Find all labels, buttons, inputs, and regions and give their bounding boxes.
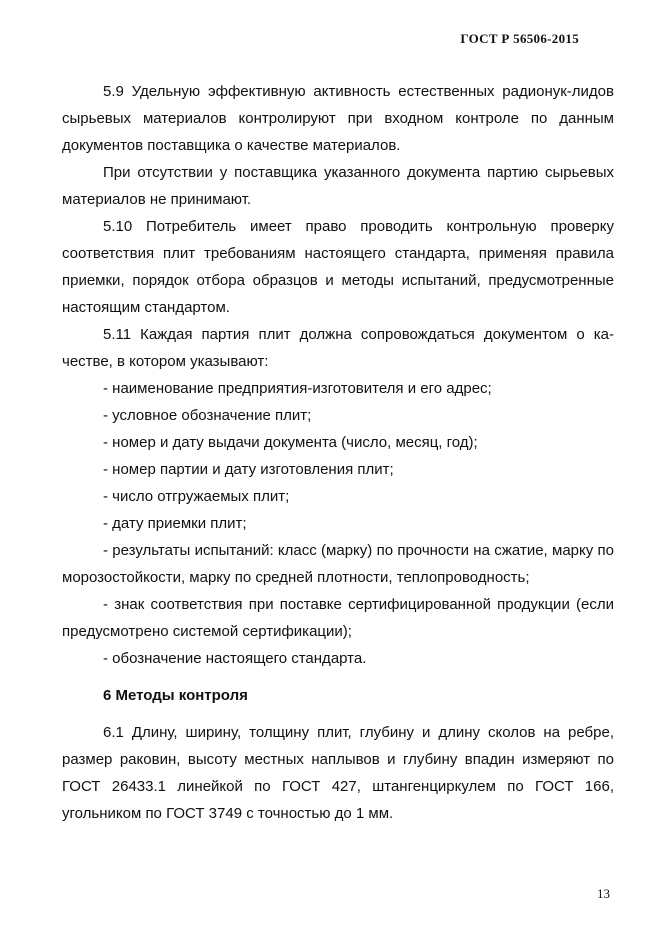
list-item: - номер партии и дату изготовления плит; — [103, 461, 394, 478]
list-item: - число отгружаемых плит; — [103, 488, 290, 505]
list-item: - знак соответствия при поставке сертифицированной продукции (если предусмотрено системой сертификации); — [62, 596, 614, 640]
page-number: 13 — [597, 886, 610, 901]
document-code-header: ГОСТ Р 56506-2015 — [460, 31, 579, 46]
paragraph-5-11: 5.11 Каждая партия плит должна сопровождаться документом о ка-честве, в котором указывают: — [62, 326, 614, 370]
paragraph-5-10: 5.10 Потребитель имеет право проводить контрольную проверку соответствия плит требованиям настоящего стандарта, применяя правила приемки, порядок отбора образцов и методы испытаний, предусмотренные настоящим стандартом. — [62, 218, 614, 316]
section-title: 6 Методы контроля — [103, 687, 248, 704]
list-item: - номер и дату выдачи документа (число, месяц, год); — [103, 434, 478, 451]
list-item: - наименование предприятия-изготовителя и его адрес; — [103, 380, 492, 397]
list-item: - обозначение настоящего стандарта. — [103, 650, 367, 667]
paragraph-5-9: 5.9 Удельную эффективную активность естественных радионук-лидов сырьевых материалов контролируют при входном контроле по данным документов поставщика о качестве материалов. — [62, 83, 614, 154]
paragraph-6-1: 6.1 Длину, ширину, толщину плит, глубину и длину сколов на ребре, размер раковин, высоту местных наплывов и глубину впадин измеряют по ГОСТ 26433.1 линейкой по ГОСТ 427, штангенциркулем по ГОСТ 166, угольником по ГОСТ 3749 с точностью до 1 мм. — [62, 724, 614, 822]
paragraph-5-9-continuation: При отсутствии у поставщика указанного документа партию сырьевых материалов не принимают. — [62, 164, 614, 208]
list-item: - условное обозначение плит; — [103, 407, 312, 424]
document-body — [62, 78, 614, 827]
list-item: - результаты испытаний: класс (марку) по прочности на сжатие, марку по морозостойкости, марку по средней плотности, теплопроводность; — [62, 542, 614, 586]
list-item: - дату приемки плит; — [103, 515, 247, 532]
